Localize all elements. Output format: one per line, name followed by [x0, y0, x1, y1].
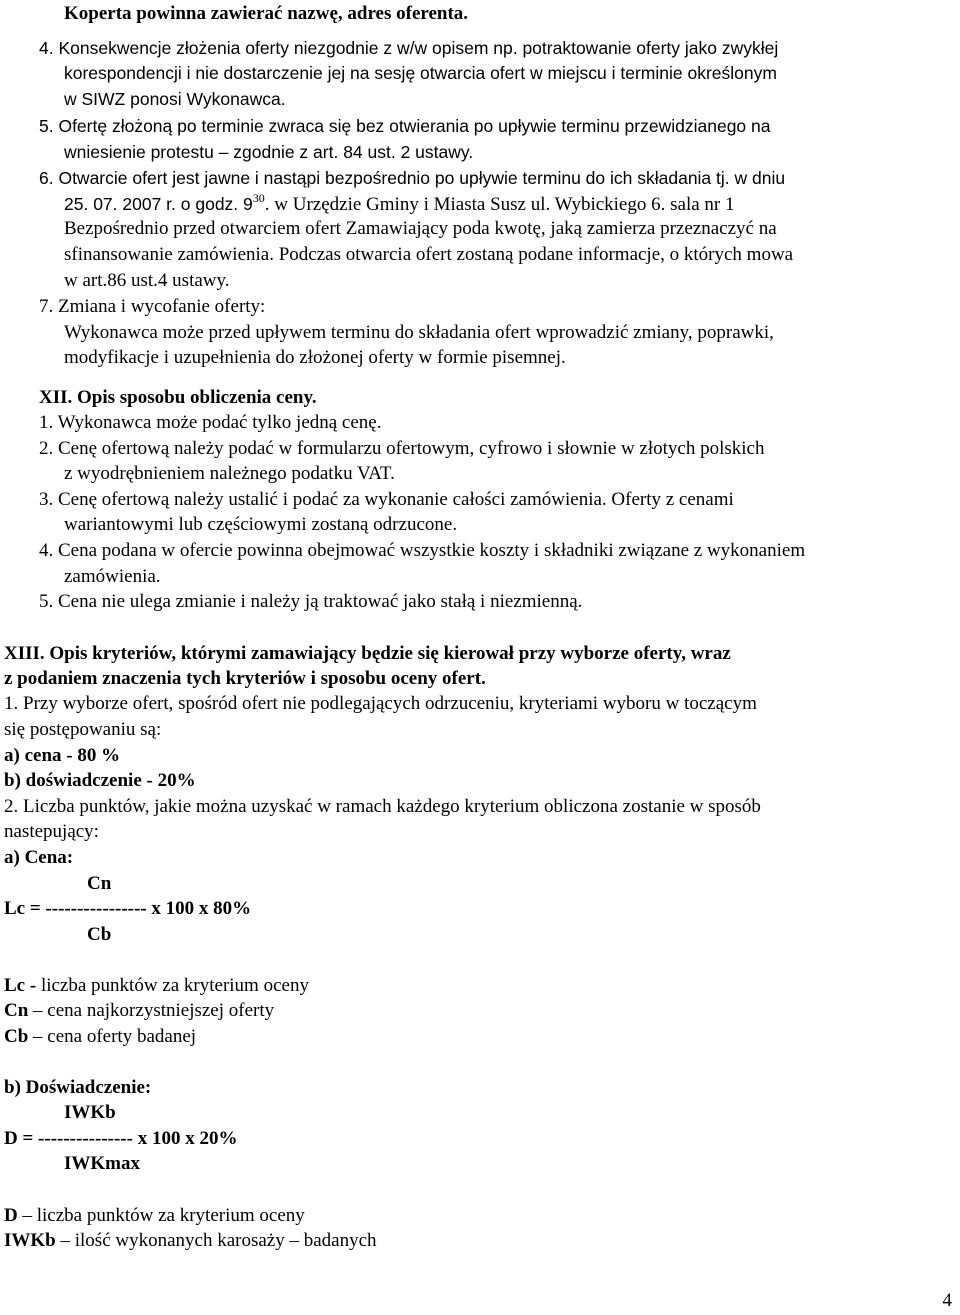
- opening-place: . w Urzędzie Gminy i Miasta Susz ul. Wybickiego 6. sala nr 1: [264, 194, 735, 215]
- item-6-line-4: sfinansowanie zamówienia. Podczas otwarcia ofert zostaną podane informacje, o których mowa: [64, 244, 794, 265]
- price-formula-denominator: Cb: [87, 924, 112, 945]
- item-6-line-1: 6. Otwarcie ofert jest jawne i nastąpi bezpośrednio po upływie terminu do ich składania tj. w dniu: [39, 168, 786, 188]
- criterion-experience: b) doświadczenie - 20%: [4, 770, 196, 791]
- item-5-line-2: wniesienie protestu – zgodnie z art. 84 ust. 2 ustawy.: [64, 142, 474, 162]
- criterion-price: a) cena - 80 %: [4, 745, 121, 766]
- item-6-line-5: w art.86 ust.4 ustawy.: [64, 270, 230, 291]
- xiii-item-1-line-2: się postępowaniu są:: [4, 719, 162, 740]
- xii-item-3-line-2: wariantowymi lub częściowymi zostaną odrzucone.: [64, 514, 458, 535]
- section-xii-heading: XII. Opis sposobu obliczenia ceny.: [39, 387, 317, 408]
- xii-item-2-line-1: 2. Cenę ofertową należy podać w formularzu ofertowym, cyfrowo i słownie w złotych polskich: [39, 438, 765, 459]
- item-4-line-1: 4. Konsekwencje złożenia oferty niezgodnie z w/w opisem np. potraktowanie oferty jako zwykłej: [39, 38, 779, 58]
- item-7-heading: 7. Zmiana i wycofanie oferty:: [39, 296, 266, 317]
- xii-item-1: 1. Wykonawca może podać tylko jedną cenę.: [39, 412, 382, 433]
- legend-lc: Lc - liczba punktów za kryterium oceny: [4, 975, 309, 996]
- item-7-line-2: modyfikacje i uzupełnienia do złożonej oferty w formie pisemnej.: [64, 347, 566, 368]
- envelope-note: Koperta powinna zawierać nazwę, adres oferenta.: [64, 3, 469, 24]
- experience-formula-numerator: IWKb: [64, 1102, 116, 1123]
- xii-item-2-line-2: z wyodrębnieniem należnego podatku VAT.: [64, 463, 395, 484]
- section-xiii-heading-line-1: XIII. Opis kryteriów, którymi zamawiający będzie się kierował przy wyborze oferty, wraz: [4, 643, 731, 664]
- xii-item-3-line-1: 3. Cenę ofertową należy ustalić i podać za wykonanie całości zamówienia. Oferty z cenami: [39, 489, 734, 510]
- item-4-line-3: w SIWZ ponosi Wykonawca.: [64, 89, 286, 109]
- item-7-line-1: Wykonawca może przed upływem terminu do składania ofert wprowadzić zmiany, poprawki,: [64, 322, 774, 343]
- item-6-line-3: Bezpośrednio przed otwarciem ofert Zamawiający poda kwotę, jaką zamierza przeznaczyć na: [64, 218, 777, 239]
- xii-item-5: 5. Cena nie ulega zmianie i należy ją traktować jako stałą i niezmienną.: [39, 591, 583, 612]
- section-xiii-heading-line-2: z podaniem znaczenia tych kryteriów i sposobu oceny ofert.: [4, 668, 486, 689]
- xiii-item-2-line-1: 2. Liczba punktów, jakie można uzyskać w ramach każdego kryterium obliczona zostanie w sposób: [4, 796, 761, 817]
- experience-formula-denominator: IWKmax: [64, 1153, 140, 1174]
- item-5-line-1: 5. Ofertę złożoną po terminie zwraca się bez otwierania po upływie terminu przewidzianego na: [39, 116, 771, 136]
- price-formula-numerator: Cn: [87, 873, 112, 894]
- item-4-line-2: korespondencji i nie dostarczenie jej na sesję otwarcia ofert w miejscu i terminie określonym: [64, 63, 777, 83]
- legend-cb: Cb – cena oferty badanej: [4, 1026, 197, 1047]
- legend-d: D – liczba punktów za kryterium oceny: [4, 1205, 305, 1226]
- experience-formula-heading: b) Doświadczenie:: [4, 1077, 152, 1098]
- experience-formula: D = --------------- x 100 x 20%: [4, 1128, 238, 1149]
- opening-date: 25. 07. 2007 r. o godz. 9: [64, 194, 253, 214]
- xii-item-4-line-2: zamówienia.: [64, 566, 161, 587]
- page-number: 4: [942, 1290, 952, 1311]
- xiii-item-1-line-1: 1. Przy wyborze ofert, spośród ofert nie podlegających odrzuceniu, kryteriami wyboru w toczącym: [4, 693, 757, 714]
- opening-time-minutes: 30: [252, 191, 265, 205]
- price-formula-heading: a) Cena:: [4, 847, 74, 868]
- legend-iwkb: IWKb – ilość wykonanych karosaży – badanych: [4, 1230, 377, 1251]
- xii-item-4-line-1: 4. Cena podana w ofercie powinna obejmować wszystkie koszty i składniki związane z wykonaniem: [39, 540, 806, 561]
- legend-cn: Cn – cena najkorzystniejszej oferty: [4, 1000, 275, 1021]
- item-6-line-2: [64, 192, 734, 218]
- xiii-item-2-line-2: nastepujący:: [4, 821, 99, 842]
- price-formula: Lc = ---------------- x 100 x 80%: [4, 898, 252, 919]
